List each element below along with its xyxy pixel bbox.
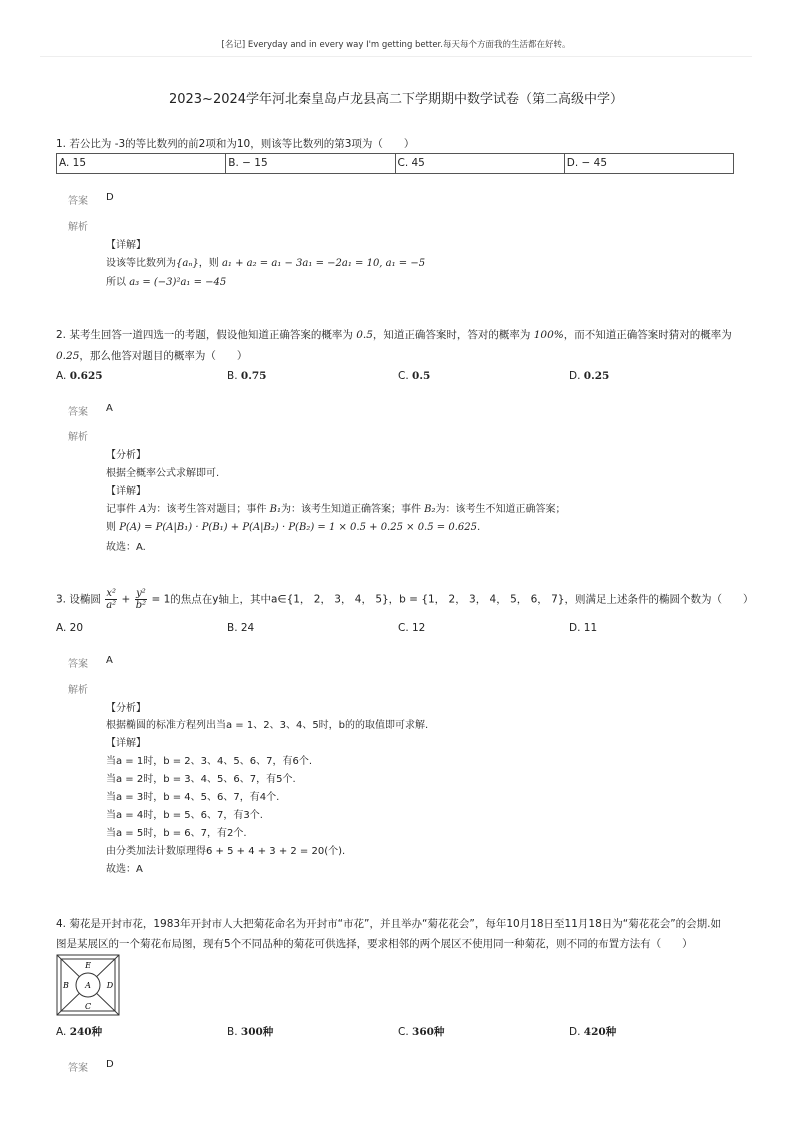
q2-option-c-value: 0.5 (412, 370, 431, 382)
region-b-label: B (63, 981, 69, 990)
q3-fraction-x (105, 588, 117, 611)
q2-stem-d: 100% (533, 329, 564, 341)
q3-option-d[interactable]: D. 11 (569, 622, 598, 634)
q2-d1-event-a: A (139, 504, 147, 515)
q2-analysis-label: 解析 (68, 432, 88, 443)
q2-option-a[interactable] (56, 370, 103, 382)
q3-option-c[interactable]: C. 12 (398, 622, 426, 634)
q1-option-c[interactable]: C. 45 (396, 154, 565, 173)
q4-option-d-letter: D. (569, 1026, 581, 1038)
q1-options-table (56, 153, 734, 174)
q3-analysis-tag: 【分析】 (106, 703, 146, 714)
q2-stem-line2 (56, 348, 247, 363)
q3-answer-value: A (106, 655, 113, 666)
q4-option-b-value: 300种 (240, 1026, 274, 1038)
q2-d1-event-b1: B₁ (269, 504, 281, 515)
q2-d1-b: 为：该考生答对题目；事件 (146, 504, 267, 515)
q3-frac1-num: x² (106, 588, 117, 599)
page-title: 2023~2024学年河北秦皇岛卢龙县高二下学期期中数学试卷（第二高级中学） (168, 92, 624, 107)
q2-d1-event-b2: B₂ (424, 504, 436, 515)
q2-stem-g: ，那么他答对题目的概率为（ ） (79, 350, 248, 362)
q2-conclusion: 故选：A. (106, 542, 146, 553)
q3-stem-b: = 1的焦点在y轴上，其中a∈{1， 2， 3， 4， 5}，b = {1， 2， 3， 4， 5， 6， 7}，则满足上述条件的椭圆个数为（ ） (151, 593, 754, 606)
q3-stem (56, 588, 753, 611)
q1-line1-math: a₁ + a₂ = a₁ − 3a₁ = −2a₁ = 10, a₁ = −5 (221, 258, 426, 269)
q1-answer-label: 答案 (68, 196, 88, 207)
q1-line2-pre: 所以 (106, 277, 126, 288)
q4-stem-line2: 图是某展区的一个菊花布局图，现有5个不同品种的菊花可供选择，要求相邻的两个展区不使用同一种菊花，则不同的布置方法有（ ） (56, 938, 693, 950)
q4-option-c-letter: C. (398, 1026, 409, 1038)
q4-option-c-value: 360种 (412, 1026, 445, 1038)
q2-detail-line1 (106, 500, 566, 515)
q2-stem-b: 0.5 (356, 329, 373, 341)
q4-option-b[interactable] (227, 1024, 273, 1039)
q1-line2-math: a₃ = (−3)²a₁ = −45 (129, 277, 227, 288)
q2-stem-f: 0.25 (56, 350, 80, 362)
q1-detail-tag: 【详解】 (106, 240, 146, 251)
q2-option-c-letter: C. (398, 370, 409, 382)
q2-option-d-value: 0.25 (583, 370, 610, 382)
q4-option-c[interactable] (398, 1024, 444, 1039)
q4-answer-label: 答案 (68, 1063, 88, 1074)
q2-analysis-text: 根据全概率公式求解即可. (106, 468, 220, 479)
q3-detail-line: 当a = 3时，b = 4、5、6、7，有4个. (106, 792, 280, 803)
q3-plus: + (121, 593, 131, 606)
q1-detail-line2 (106, 273, 226, 288)
q2-analysis-tag: 【分析】 (106, 450, 146, 461)
q1-option-d[interactable]: D. − 45 (566, 157, 608, 169)
q2-detail-line2 (106, 518, 480, 533)
region-c-label: C (84, 1002, 92, 1011)
q2-stem-c: ，知道正确答案时，答对的概率为 (372, 329, 531, 341)
q1-option-b[interactable]: B. − 15 (226, 154, 395, 173)
q2-option-a-letter: A. (56, 370, 67, 382)
q2-answer-value: A (106, 403, 113, 414)
q2-stem-a: 2. 某考生回答一道四选一的考题，假设他知道正确答案的概率为 (56, 329, 353, 341)
q2-d1-c: 为：该考生知道正确答案；事件 (280, 504, 421, 515)
q1-option-a[interactable]: A. 15 (57, 154, 226, 173)
q1-analysis-label: 解析 (68, 222, 88, 233)
q2-option-d-letter: D. (569, 370, 581, 382)
q1-line1-seq: {aₙ} (176, 258, 199, 269)
region-a-label: A (85, 981, 91, 990)
header-motto: [名记] Everyday and in every way I'm getting better.每天每个方面我的生活都在好转。 (221, 40, 571, 50)
q4-option-a-letter: A. (56, 1026, 67, 1038)
q2-d1-d: 为：该考生不知道正确答案； (435, 504, 566, 515)
q3-option-b[interactable]: B. 24 (227, 622, 255, 634)
q2-option-a-value: 0.625 (69, 370, 103, 382)
q3-stem-a: 3. 设椭圆 (56, 593, 101, 606)
q2-d2-a: 则 (106, 522, 116, 533)
region-d-label: D (106, 981, 114, 990)
q2-stem-e: ，而不知道正确答案时猜对的概率为 (563, 329, 732, 341)
q2-option-b-value: 0.75 (240, 370, 267, 382)
header-divider (40, 56, 752, 57)
q3-detail-line: 当a = 2时，b = 3、4、5、6、7，有5个. (106, 774, 296, 785)
q1-stem: 1. 若公比为 -3的等比数列的前2项和为10，则该等比数列的第3项为（ ） (56, 138, 415, 150)
q2-d2-math: P(A) = P(A|B₁) · P(B₁) + P(A|B₂) · P(B₂) = 1 × 0.5 + 0.25 × 0.5 = 0.625. (119, 522, 481, 533)
q4-option-b-letter: B. (227, 1026, 238, 1038)
q2-d1-a: 记事件 (106, 504, 136, 515)
q1-detail-line1 (106, 254, 425, 269)
q3-detail-line: 当a = 5时，b = 6、7，有2个. (106, 828, 247, 839)
q2-option-c[interactable] (398, 370, 430, 382)
q2-answer-label: 答案 (68, 407, 88, 418)
q3-conclusion: 故选：A (106, 864, 143, 875)
q1-answer-value: D (106, 192, 114, 203)
q3-frac2-num: y² (136, 588, 146, 599)
q4-option-a-value: 240种 (69, 1026, 103, 1038)
q2-option-d[interactable] (569, 370, 609, 382)
q3-answer-label: 答案 (68, 659, 88, 670)
q3-detail-line: 当a = 4时，b = 5、6、7，有3个. (106, 810, 263, 821)
q4-answer-value: D (106, 1059, 114, 1070)
q3-detail-line: 当a = 1时，b = 2、3、4、5、6、7，有6个. (106, 756, 313, 767)
q3-analysis-text: 根据椭圆的标准方程列出当a = 1、2、3、4、5时，b的的取值即可求解. (106, 720, 429, 731)
q2-option-b[interactable] (227, 370, 266, 382)
flower-layout-diagram (56, 954, 122, 1018)
q1-line1-mid: ，则 (198, 258, 219, 269)
q4-option-d[interactable] (569, 1024, 616, 1039)
q2-detail-tag: 【详解】 (106, 486, 146, 497)
q4-option-d-value: 420种 (583, 1026, 617, 1038)
region-e-label: E (85, 961, 91, 970)
q3-analysis-label: 解析 (68, 685, 88, 696)
q3-detail-line: 由分类加法计数原理得6 + 5 + 4 + 3 + 2 = 20(个). (106, 846, 346, 857)
q3-detail-tag: 【详解】 (106, 738, 146, 749)
q3-option-a[interactable]: A. 20 (56, 622, 84, 634)
q1-line1-pre: 设该等比数列为 (106, 258, 176, 269)
q3-frac1-den: a² (106, 600, 117, 611)
q4-option-a[interactable] (56, 1024, 102, 1039)
q2-option-b-letter: B. (227, 370, 238, 382)
q4-stem-line1: 4. 菊花是开封市花，1983年开封市人大把菊花命名为开封市“市花”，并且举办“菊花花会”，每年10月18日至11月18日为“菊花花会”的会期.如 (56, 918, 721, 930)
q2-stem-line1 (56, 327, 732, 342)
q3-fraction-y (135, 588, 147, 611)
q3-frac2-den: b² (135, 600, 147, 611)
